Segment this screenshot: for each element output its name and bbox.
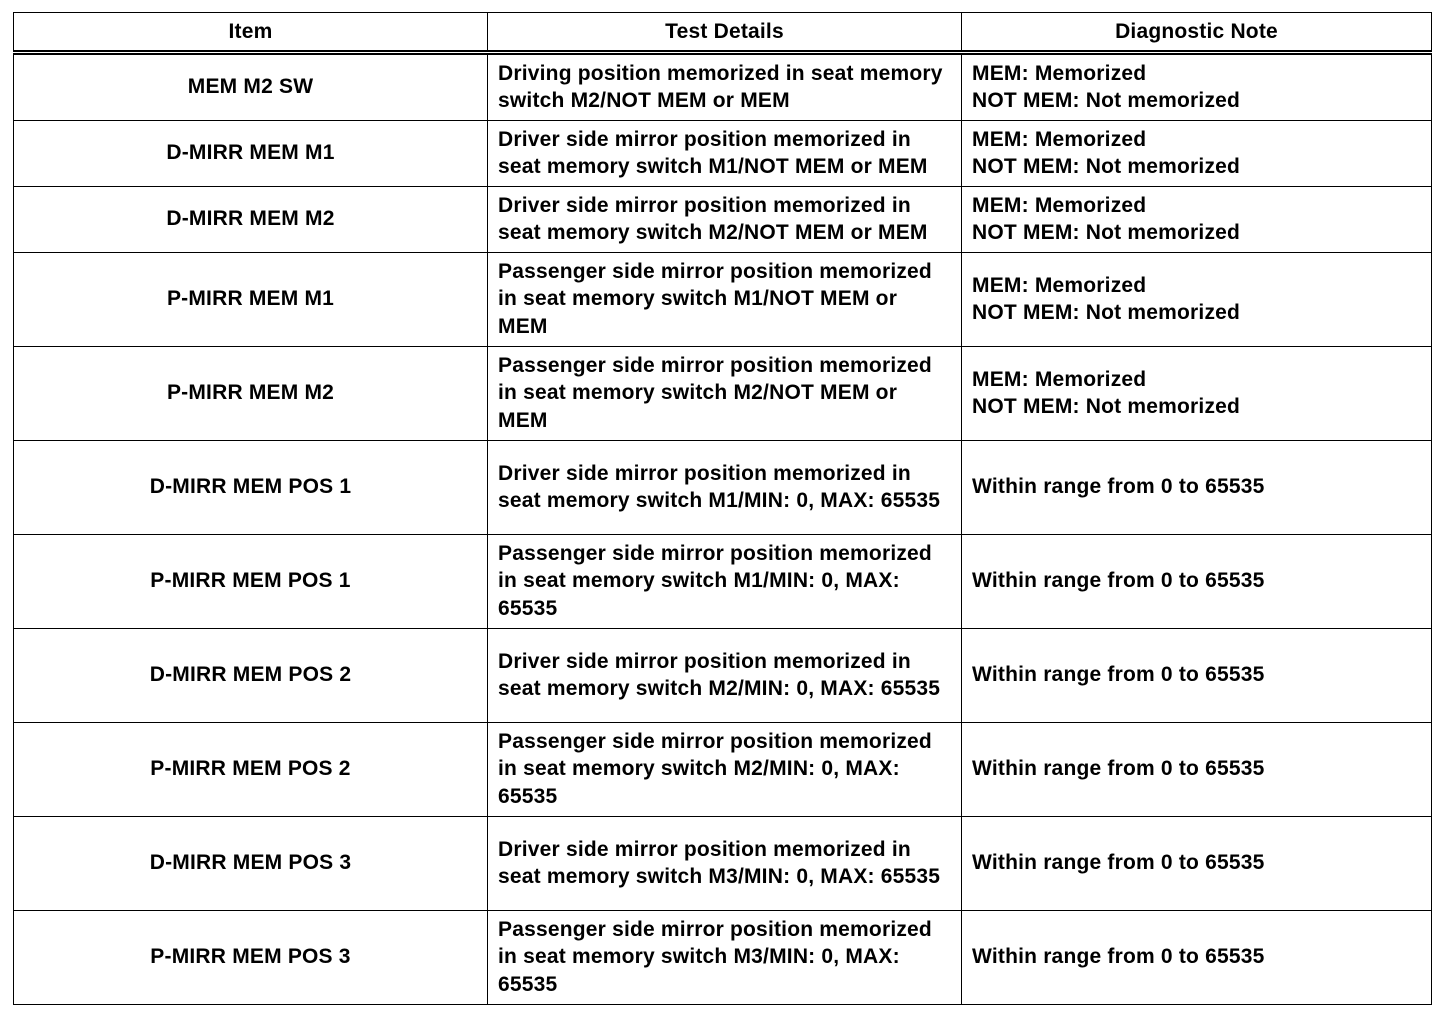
item-cell: P-MIRR MEM POS 1 bbox=[14, 535, 488, 629]
item-cell: D-MIRR MEM POS 3 bbox=[14, 817, 488, 911]
header-item: Item bbox=[14, 13, 488, 53]
test-details-cell: Driver side mirror position memorized in seat memory switch M1/NOT MEM or MEM bbox=[488, 121, 962, 187]
note-line: MEM: Memorized bbox=[972, 367, 1147, 391]
table-row bbox=[14, 911, 1432, 1005]
table-header-row bbox=[14, 13, 1432, 53]
diagnostic-note-cell: Within range from 0 to 65535 bbox=[962, 535, 1432, 629]
item-cell: MEM M2 SW bbox=[14, 53, 488, 121]
table-row bbox=[14, 187, 1432, 253]
test-details-cell: Passenger side mirror position memorized in seat memory switch M2/NOT MEM or MEM bbox=[488, 347, 962, 441]
test-details-cell: Passenger side mirror position memorized in seat memory switch M1/MIN: 0, MAX: 65535 bbox=[488, 535, 962, 629]
diagnostic-note-cell: Within range from 0 to 65535 bbox=[962, 911, 1432, 1005]
table-row bbox=[14, 535, 1432, 629]
test-details-cell: Driving position memorized in seat memory switch M2/NOT MEM or MEM bbox=[488, 53, 962, 121]
diagnostic-note-cell: Within range from 0 to 65535 bbox=[962, 629, 1432, 723]
diagnostic-note-cell: Within range from 0 to 65535 bbox=[962, 817, 1432, 911]
header-test-details: Test Details bbox=[488, 13, 962, 53]
test-details-cell: Driver side mirror position memorized in seat memory switch M1/MIN: 0, MAX: 65535 bbox=[488, 441, 962, 535]
table-row bbox=[14, 817, 1432, 911]
note-line: MEM: Memorized bbox=[972, 127, 1147, 151]
table-row bbox=[14, 121, 1432, 187]
test-details-cell: Driver side mirror position memorized in seat memory switch M2/MIN: 0, MAX: 65535 bbox=[488, 629, 962, 723]
table-row bbox=[14, 253, 1432, 347]
diagnostic-note-cell bbox=[962, 347, 1432, 441]
diagnostic-note-cell bbox=[962, 253, 1432, 347]
test-details-cell: Passenger side mirror position memorized in seat memory switch M2/MIN: 0, MAX: 65535 bbox=[488, 723, 962, 817]
note-line: NOT MEM: Not memorized bbox=[972, 155, 1241, 178]
item-cell: P-MIRR MEM M2 bbox=[14, 347, 488, 441]
item-cell: P-MIRR MEM POS 2 bbox=[14, 723, 488, 817]
note-line: NOT MEM: Not memorized bbox=[972, 221, 1241, 244]
note-line: MEM: Memorized bbox=[972, 273, 1147, 297]
item-cell: P-MIRR MEM POS 3 bbox=[14, 911, 488, 1005]
table-row bbox=[14, 53, 1432, 121]
table-row bbox=[14, 629, 1432, 723]
item-cell: D-MIRR MEM M2 bbox=[14, 187, 488, 253]
test-details-cell: Passenger side mirror position memorized in seat memory switch M3/MIN: 0, MAX: 65535 bbox=[488, 911, 962, 1005]
test-details-cell: Passenger side mirror position memorized in seat memory switch M1/NOT MEM or MEM bbox=[488, 253, 962, 347]
diagnostic-table-container bbox=[13, 12, 1431, 1005]
note-line: MEM: Memorized bbox=[972, 61, 1147, 85]
table-row bbox=[14, 441, 1432, 535]
item-cell: D-MIRR MEM POS 2 bbox=[14, 629, 488, 723]
note-line: NOT MEM: Not memorized bbox=[972, 301, 1241, 324]
test-details-cell: Driver side mirror position memorized in seat memory switch M3/MIN: 0, MAX: 65535 bbox=[488, 817, 962, 911]
note-line: MEM: Memorized bbox=[972, 193, 1147, 217]
note-line: NOT MEM: Not memorized bbox=[972, 395, 1241, 418]
diagnostic-table bbox=[13, 12, 1432, 1005]
item-cell: P-MIRR MEM M1 bbox=[14, 253, 488, 347]
diagnostic-note-cell bbox=[962, 121, 1432, 187]
test-details-cell: Driver side mirror position memorized in seat memory switch M2/NOT MEM or MEM bbox=[488, 187, 962, 253]
note-line: NOT MEM: Not memorized bbox=[972, 89, 1241, 112]
item-cell: D-MIRR MEM M1 bbox=[14, 121, 488, 187]
diagnostic-note-cell: Within range from 0 to 65535 bbox=[962, 441, 1432, 535]
table-row bbox=[14, 347, 1432, 441]
item-cell: D-MIRR MEM POS 1 bbox=[14, 441, 488, 535]
header-diagnostic-note: Diagnostic Note bbox=[962, 13, 1432, 53]
table-row bbox=[14, 723, 1432, 817]
diagnostic-note-cell: Within range from 0 to 65535 bbox=[962, 723, 1432, 817]
diagnostic-note-cell bbox=[962, 187, 1432, 253]
diagnostic-note-cell bbox=[962, 53, 1432, 121]
